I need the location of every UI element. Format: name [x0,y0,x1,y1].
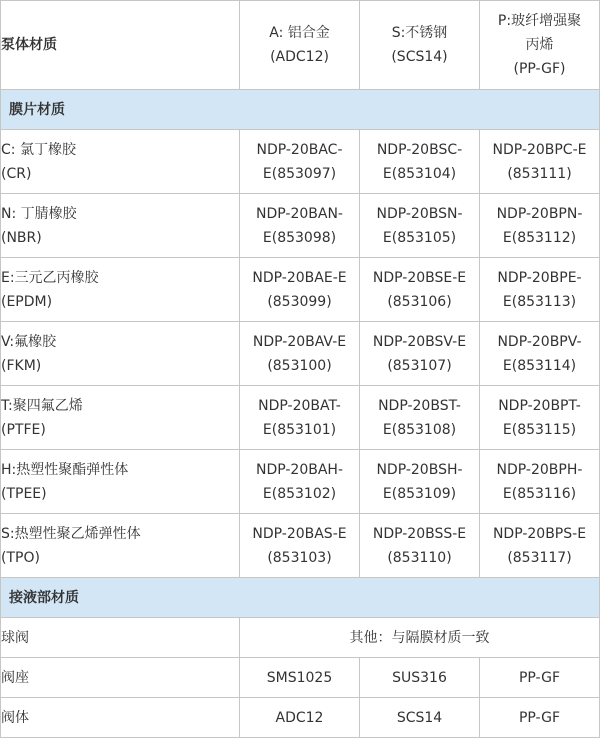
material-name: H:热塑性聚酯弹性体 (TPEE) [1,450,240,514]
model-cell: NDP-20BAS-E (853103) [240,514,360,578]
model-cell: NDP-20BST- E(853108) [360,386,480,450]
ball-valve-value: 其他：与隔膜材质一致 [240,618,600,658]
model-cell: NDP-20BSS-E (853110) [360,514,480,578]
model-cell: NDP-20BSH- E(853109) [360,450,480,514]
wetted-section-row [1,578,600,618]
pump-material-header: 泵体材质 [1,1,240,90]
material-name: E:三元乙丙橡胶 (EPDM) [1,258,240,322]
valve-seat-row [1,658,600,698]
model-cell: NDP-20BAE-E (853099) [240,258,360,322]
table-row [1,514,600,578]
material-name: V:氟橡胶 (FKM) [1,322,240,386]
model-cell: NDP-20BSC- E(853104) [360,130,480,194]
model-cell: NDP-20BAN- E(853098) [240,194,360,258]
material-name: N: 丁腈橡胶 (NBR) [1,194,240,258]
valve-seat-s: SUS316 [360,658,480,698]
model-cell: NDP-20BSV-E (853107) [360,322,480,386]
table-row [1,130,600,194]
ball-valve-label: 球阀 [1,618,240,658]
valve-body-s: SCS14 [360,698,480,738]
model-cell: NDP-20BAT- E(853101) [240,386,360,450]
wetted-section-title: 接液部材质 [1,578,600,618]
material-name: C: 氯丁橡胶 (CR) [1,130,240,194]
model-cell: NDP-20BSN- E(853105) [360,194,480,258]
valve-seat-p: PP-GF [480,658,600,698]
model-cell: NDP-20BPT- E(853115) [480,386,600,450]
ppgf-header: P:玻纤增强聚 丙烯 (PP-GF) [480,1,600,90]
ball-valve-row [1,618,600,658]
valve-body-p: PP-GF [480,698,600,738]
model-cell: NDP-20BPS-E (853117) [480,514,600,578]
model-cell: NDP-20BPC-E (853111) [480,130,600,194]
table-row [1,450,600,514]
model-cell: NDP-20BPN- E(853112) [480,194,600,258]
table-row [1,194,600,258]
model-cell: NDP-20BSE-E (853106) [360,258,480,322]
aluminum-header: A: 铝合金 (ADC12) [240,1,360,90]
model-cell: NDP-20BAH- E(853102) [240,450,360,514]
valve-seat-label: 阀座 [1,658,240,698]
table-row [1,258,600,322]
material-name: S:热塑性聚乙烯弹性体 (TPO) [1,514,240,578]
diaphragm-section-title: 膜片材质 [1,90,600,130]
table-row [1,322,600,386]
valve-seat-a: SMS1025 [240,658,360,698]
diaphragm-section-row [1,90,600,130]
material-name: T:聚四氟乙烯 (PTFE) [1,386,240,450]
model-cell: NDP-20BAC- E(853097) [240,130,360,194]
valve-body-a: ADC12 [240,698,360,738]
valve-body-row [1,698,600,738]
valve-body-label: 阀体 [1,698,240,738]
stainless-header: S:不锈钢 (SCS14) [360,1,480,90]
model-cell: NDP-20BPE- E(853113) [480,258,600,322]
model-cell: NDP-20BPV- E(853114) [480,322,600,386]
table-row [1,386,600,450]
header-row [1,1,600,90]
model-cell: NDP-20BPH- E(853116) [480,450,600,514]
model-cell: NDP-20BAV-E (853100) [240,322,360,386]
